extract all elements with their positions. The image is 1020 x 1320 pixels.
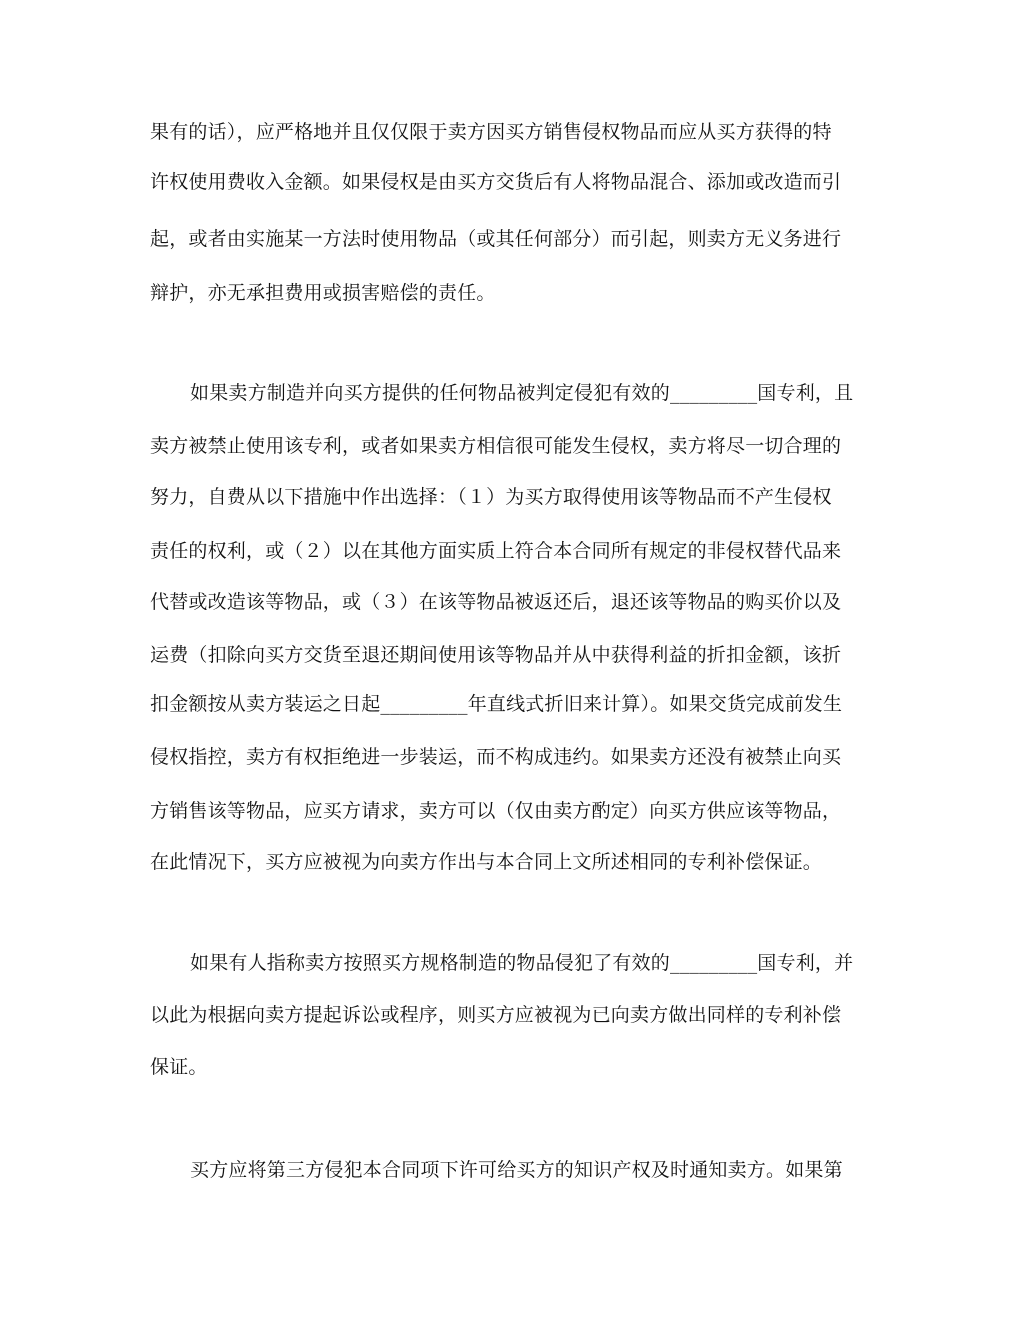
paragraph-2-line-9: 方销售该等物品，应买方请求，卖方可以（仅由卖方酌定）向买方供应该等物品， bbox=[150, 800, 842, 822]
paragraph-3-line-2: 以此为根据向卖方提起诉讼或程序，则买方应被视为已向卖方做出同样的专利补偿 bbox=[150, 1004, 842, 1026]
paragraph-2-line-2: 卖方被禁止使用该专利，或者如果卖方相信很可能发生侵权，卖方将尽一切合理的 bbox=[150, 435, 842, 457]
paragraph-3-line-3: 保证。 bbox=[150, 1056, 208, 1078]
paragraph-1-line-4: 辩护，亦无承担费用或损害赔偿的责任。 bbox=[150, 282, 496, 304]
paragraph-2-line-8: 侵权指控，卖方有权拒绝进一步装运，而不构成违约。如果卖方还没有被禁止向买 bbox=[150, 746, 842, 768]
paragraph-3-line-1: 如果有人指称卖方按照买方规格制造的物品侵犯了有效的_________国专利，并 bbox=[190, 952, 854, 974]
paragraph-2-line-7: 扣金额按从卖方装运之日起_________年直线式折旧来计算）。如果交货完成前发生 bbox=[150, 693, 843, 715]
paragraph-2-line-1: 如果卖方制造并向买方提供的任何物品被判定侵犯有效的_________国专利，且 bbox=[190, 382, 854, 404]
paragraph-2-line-10: 在此情况下，买方应被视为向卖方作出与本合同上文所述相同的专利补偿保证。 bbox=[150, 851, 823, 873]
paragraph-1-line-2: 许权使用费收入金额。如果侵权是由买方交货后有人将物品混合、添加或改造而引 bbox=[150, 171, 842, 193]
paragraph-4-line-1: 买方应将第三方侵犯本合同项下许可给买方的知识产权及时通知卖方。如果第 bbox=[190, 1159, 843, 1181]
paragraph-2-line-4: 责任的权利，或（２）以在其他方面实质上符合本合同所有规定的非侵权替代品来 bbox=[150, 540, 842, 562]
paragraph-1-line-3: 起，或者由实施某一方法时使用物品（或其任何部分）而引起，则卖方无义务进行 bbox=[150, 228, 842, 250]
paragraph-2-line-5: 代替或改造该等物品，或（３）在该等物品被返还后，退还该等物品的购买价以及 bbox=[150, 591, 842, 613]
paragraph-1-line-1: 果有的话），应严格地并且仅仅限于卖方因买方销售侵权物品而应从买方获得的特 bbox=[150, 121, 832, 143]
paragraph-2-line-6: 运费（扣除向买方交货至退还期间使用该等物品并从中获得利益的折扣金额，该折 bbox=[150, 644, 842, 666]
paragraph-2-line-3: 努力，自费从以下措施中作出选择：（１）为买方取得使用该等物品而不产生侵权 bbox=[150, 486, 832, 508]
